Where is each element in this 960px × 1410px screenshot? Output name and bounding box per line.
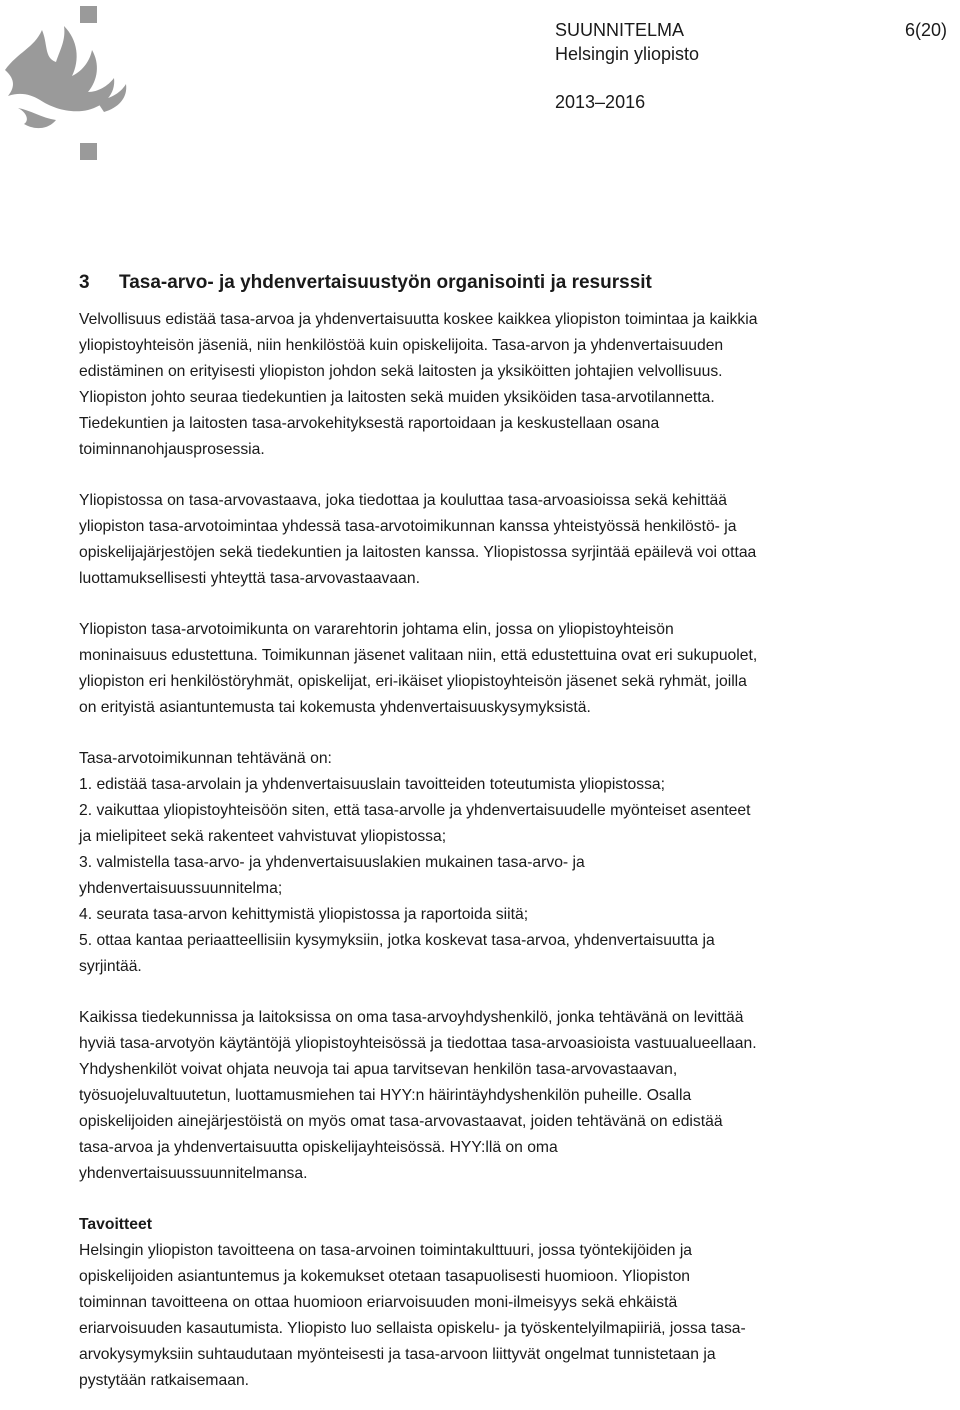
list-item: 2. vaikuttaa yliopistoyhteisöön siten, että tasa-arvolle ja yhdenvertaisuudelle myönteiset asenteet [79, 802, 751, 819]
document-body [79, 270, 899, 1394]
goals-heading: Tavoitteet [79, 1216, 152, 1233]
section-number: 3 [79, 272, 90, 293]
text-line: pystytään ratkaisemaan. [79, 1372, 250, 1389]
text-line: yliopiston tasa-arvotoimintaa yhdessä tasa-arvotoimikunnan kanssa yhteistyössä henkilöstö- ja [79, 518, 737, 535]
paragraph-contact-persons [79, 1005, 899, 1187]
list-item: syrjintää. [79, 958, 142, 975]
plan-period: 2013–2016 [555, 92, 646, 112]
list-item: 3. valmistella tasa-arvo- ja yhdenvertaisuuslakien mukainen tasa-arvo- ja [79, 854, 585, 871]
text-line: työsuojeluvaltuutetun, luottamusmiehen tai HYY:n häirintäyhdyshenkilön puheille. Osalla [79, 1087, 692, 1104]
page-number: 6(20) [905, 20, 948, 40]
organization-name: Helsingin yliopisto [555, 44, 700, 64]
text-line: Helsingin yliopiston tavoitteena on tasa-arvoinen toimintakulttuuri, jossa työntekijöiden ja [79, 1242, 693, 1259]
list-item: 1. edistää tasa-arvolain ja yhdenvertaisuuslain tavoitteiden toteutumista yliopistossa; [79, 776, 665, 793]
text-line: edistäminen on erityisesti yliopiston johdon sekä laitosten ja yksiköitten johtajien velvollisuus. [79, 363, 723, 380]
text-line: on erityistä asiantuntemusta tai kokemusta yhdenvertaisuuskysymyksistä. [79, 699, 591, 716]
list-item: 5. ottaa kantaa periaatteellisiin kysymyksiin, jotka koskevat tasa-arvoa, yhdenvertaisuutta ja [79, 932, 715, 949]
text-line: hyviä tasa-arvotyön käytäntöjä yliopistoyhteisössä ja tiedottaa tasa-arvoasioista vastuualueellaan. [79, 1035, 757, 1052]
list-item: 4. seurata tasa-arvon kehittymistä yliopistossa ja raportoida siitä; [79, 906, 529, 923]
paragraph-committee [79, 617, 899, 721]
list-item: yhdenvertaisuussuunnitelma; [79, 880, 283, 897]
text-line: arvokysymyksiin suhtaudutaan myönteisesti ja tasa-arvoon liittyvät ongelmat tunnistetaan ja [79, 1346, 716, 1363]
paragraph-goals [79, 1212, 899, 1394]
list-intro: Tasa-arvotoimikunnan tehtävänä on: [79, 750, 332, 767]
text-line: tasa-arvoa ja yhdenvertaisuutta opiskelijayhteisössä. HYY:llä on oma [79, 1139, 558, 1156]
text-line: Velvollisuus edistää tasa-arvoa ja yhdenvertaisuutta koskee kaikkea yliopiston toimintaa ja kaikkia [79, 311, 758, 328]
text-line: Tiedekuntien ja laitosten tasa-arvokehityksestä raportoidaan ja keskustellaan osana [79, 415, 660, 432]
text-line: Kaikissa tiedekunnissa ja laitoksissa on oma tasa-arvoyhdyshenkilö, jonka tehtävänä on levittää [79, 1009, 744, 1026]
text-line: eriarvoisuuden kasautumista. Yliopisto luo sellaista opiskelu- ja työskentelyilmapiiriä, jossa tasa- [79, 1320, 746, 1337]
text-line: luottamuksellisesti yhteyttä tasa-arvovastaavaan. [79, 570, 420, 587]
university-flame-logo-icon [0, 0, 140, 170]
text-line: opiskelijoiden ainejärjestöistä on myös omat tasa-arvovastaavat, joiden tehtävänä on edistää [79, 1113, 723, 1130]
section-title: Tasa-arvo- ja yhdenvertaisuustyön organisointi ja resurssit [119, 272, 652, 293]
text-line: toiminnanohjausprosessia. [79, 441, 265, 458]
text-line: moninaisuus edustettuna. Toimikunnan jäsenet valitaan niin, että edustettuina ovat eri sukupuolet, [79, 647, 758, 664]
text-line: Yhdyshenkilöt voivat ohjata neuvoja tai apua tarvitsevan henkilön tasa-arvovastaavan, [79, 1061, 678, 1078]
text-line: toiminnan tavoitteena on ottaa huomioon eriarvoisuuden moni-ilmeisyys sekä ehkäistä [79, 1294, 678, 1311]
paragraph-responsibility [79, 307, 899, 463]
text-line: yhdenvertaisuussuunnitelmansa. [79, 1165, 308, 1182]
paragraph-committee-tasks [79, 746, 899, 980]
text-line: Yliopiston tasa-arvotoimikunta on vararehtorin johtama elin, jossa on yliopistoyhteisön [79, 621, 674, 638]
document-type: SUUNNITELMA [555, 20, 685, 40]
text-line: opiskelijoiden asiantuntemus ja kokemukset otetaan tasapuolisesti huomioon. Yliopiston [79, 1268, 691, 1285]
text-line: Yliopistossa on tasa-arvovastaava, joka tiedottaa ja kouluttaa tasa-arvoasioissa sekä kehittää [79, 492, 727, 509]
section-heading [79, 270, 899, 296]
paragraph-equality-officer [79, 488, 899, 592]
text-line: opiskelijajärjestöjen sekä tiedekuntien ja laitosten kanssa. Yliopistossa syrjintää epäilevä voi ottaa [79, 544, 757, 561]
text-line: yliopiston eri henkilöstöryhmät, opiskelijat, eri-ikäiset yliopistoyhteisön jäsenet sekä ryhmät, joilla [79, 673, 747, 690]
text-line: Yliopiston johto seuraa tiedekuntien ja laitosten sekä muiden yksiköiden tasa-arvotilannetta. [79, 389, 715, 406]
text-line: yliopistoyhteisön jäseniä, niin henkilöstöä kuin opiskelijoita. Tasa-arvon ja yhdenvertaisuuden [79, 337, 724, 354]
list-item: ja mielipiteet sekä rakenteet vahvistuvat yliopistossa; [79, 828, 447, 845]
